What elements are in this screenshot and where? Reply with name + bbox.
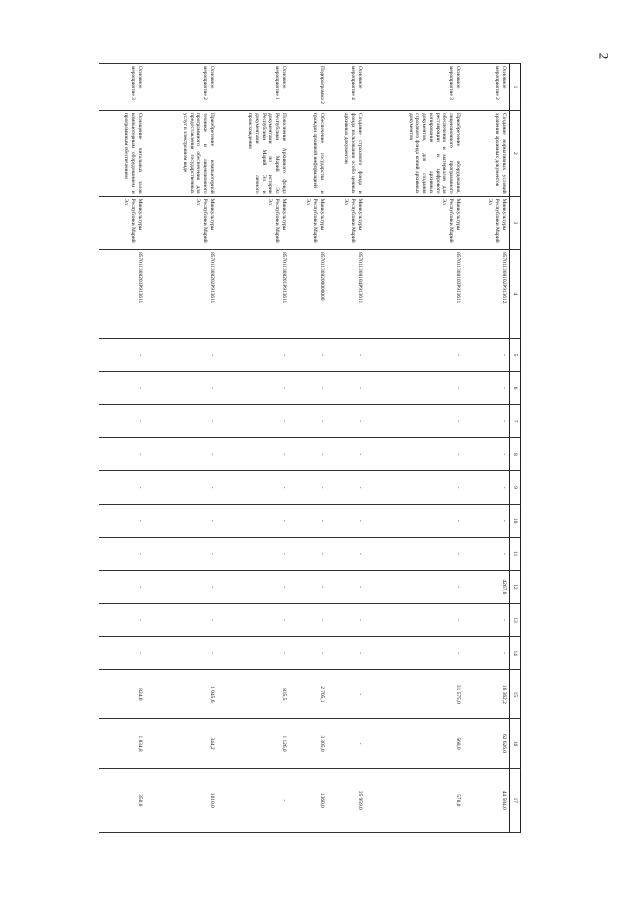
year-value-cell-14: - [217,637,289,670]
year-value-cell-11: - [365,537,463,570]
column-header: 11 [510,537,521,570]
year-value-cell-12: - [365,570,463,603]
year-value-cell-8: - [365,438,463,471]
year-value-cell-13: - [327,603,365,636]
year-value-cell-15: 16 362,2 [463,670,510,719]
column-header: 10 [510,504,521,537]
year-value-cell-15: 31 575,0 [365,670,463,719]
year-value-cell-7: - [289,405,327,438]
year-value-cell-16: 62 626,0 [463,719,510,768]
year-value-cell-10: - [327,504,365,537]
year-value-cell-5: - [145,338,217,371]
rotated-page-content [112,63,521,833]
year-value-cell-5: - [463,338,510,371]
year-value-cell-10: - [463,504,510,537]
year-value-cell-9: - [463,471,510,504]
year-value-cell-9: - [99,471,145,504]
budget-code-cell: 857011308202Р913611 [145,250,217,339]
year-value-cell-8: - [289,438,327,471]
year-value-cell-12: - [289,570,327,603]
year-value-cell-6: - [289,371,327,404]
column-header: 3 [510,196,521,249]
table-row [327,64,365,833]
year-value-cell-16: 1 834,8 [99,719,145,768]
year-value-cell-12: - [217,570,289,603]
year-value-cell-13: - [145,603,217,636]
year-value-cell-14: - [365,637,463,670]
column-header: 17 [510,768,521,832]
year-value-cell-17: - [217,768,289,832]
name-cell: Приобретение компьютерной техники и лицензионного программного обеспечения для предоставления государственных услуг в электронном виде [145,111,217,197]
year-value-cell-15: 2 705,1 [289,670,327,719]
year-value-cell-13: - [289,603,327,636]
column-header: 13 [510,603,521,636]
executor-cell: Минкультуры Республики Марий Эл [365,196,463,249]
year-value-cell-13: - [365,603,463,636]
year-value-cell-11: - [327,537,365,570]
year-value-cell-13: - [217,603,289,636]
program-element-cell: Основное мероприятие 3 [365,64,463,111]
year-value-cell-9: - [217,471,289,504]
year-value-cell-16: 568,0 [365,719,463,768]
header-row [510,64,521,833]
name-cell: Обеспечение государства и граждан архивной информацией [289,111,327,197]
year-value-cell-8: - [145,438,217,471]
name-cell: Создание страхового фонда и фонда пользования особо ценных архивных документов [327,111,365,197]
column-header: 7 [510,405,521,438]
year-value-cell-16: 344,2 [145,719,217,768]
year-value-cell-9: - [365,471,463,504]
year-value-cell-8: - [217,438,289,471]
year-value-cell-16: 3 305,0 [289,719,327,768]
year-value-cell-10: - [217,504,289,537]
column-header: 4 [510,250,521,339]
year-value-cell-8: - [463,438,510,471]
year-value-cell-14: - [99,637,145,670]
budget-code-cell: 857011308200000000 [289,250,327,339]
budget-code-cell: 857011308103Р913611 [365,250,463,339]
name-cell: Пополнение Архивного фонда Республики Марий Эл документами по истории Республики Марий Эл и документами личного происхождения [217,111,289,197]
table-row [145,64,217,833]
program-element-cell: Основное мероприятие 4 [327,64,365,111]
program-element-cell: Основное мероприятие 1 [217,64,289,111]
program-element-cell: Основное мероприятие 2 [463,64,510,111]
table-row [99,64,145,833]
year-value-cell-17: 350,0 [99,768,145,832]
year-value-cell-10: - [99,504,145,537]
executor-cell: Минкультуры Республики Марий Эл [145,196,217,249]
year-value-cell-13: - [99,603,145,636]
budget-code-cell: 857011308201Р913611 [217,250,289,339]
year-value-cell-17: 35 959,0 [327,768,365,832]
table-body [99,64,510,833]
year-value-cell-11: - [145,537,217,570]
column-header: 15 [510,670,521,719]
year-value-cell-13: - [463,603,510,636]
year-value-cell-7: - [327,405,365,438]
year-value-cell-6: - [99,371,145,404]
executor-cell: Минкультуры Республики Марий Эл [289,196,327,249]
executor-cell: Минкультуры Республики Марий Эл [463,196,510,249]
column-header: 5 [510,338,521,371]
year-value-cell-7: - [463,405,510,438]
column-header: 14 [510,637,521,670]
year-value-cell-5: - [327,338,365,371]
year-value-cell-7: - [145,405,217,438]
year-value-cell-17: 578,0 [365,768,463,832]
program-element-cell: Основное мероприятие 2 [145,64,217,111]
budget-code-cell: 857011308104Р913611 [327,250,365,339]
year-value-cell-6: - [217,371,289,404]
year-value-cell-6: - [145,371,217,404]
year-value-cell-15: 835,5 [217,670,289,719]
year-value-cell-5: - [365,338,463,371]
year-value-cell-9: - [289,471,327,504]
budget-code-cell: 857011308203Р913611 [99,250,145,339]
budget-code-cell: 857011308102Р913612 [463,250,510,339]
year-value-cell-6: - [463,371,510,404]
page-number: 2 [596,52,612,60]
year-value-cell-8: - [99,438,145,471]
column-header: 2 [510,111,521,197]
table-row [463,64,510,833]
name-cell: Создание нормативных условий хранения архивных документов [463,111,510,197]
column-header: 8 [510,438,521,471]
year-value-cell-15: 1 045,6 [145,670,217,719]
year-value-cell-5: - [289,338,327,371]
year-value-cell-12: 4267,6 [463,570,510,603]
year-value-cell-7: - [99,405,145,438]
name-cell: Оснащение читальных залов компьютерным оборудованием и программным обеспечением [99,111,145,197]
year-value-cell-16: - [327,719,365,768]
year-value-cell-12: - [145,570,217,603]
year-value-cell-11: - [217,537,289,570]
column-header: 12 [510,570,521,603]
year-value-cell-15: 824,0 [99,670,145,719]
year-value-cell-6: - [365,371,463,404]
executor-cell: Минкультуры Республики Марий Эл [99,196,145,249]
year-value-cell-14: - [463,637,510,670]
year-value-cell-11: - [463,537,510,570]
year-value-cell-11: - [289,537,327,570]
column-header: 6 [510,371,521,404]
executor-cell: Минкультуры Республики Марий Эл [327,196,365,249]
year-value-cell-15: - [327,670,365,719]
column-header: 16 [510,719,521,768]
column-header: 1 [510,64,521,111]
year-value-cell-11: - [99,537,145,570]
year-value-cell-17: 44 584,0 [463,768,510,832]
program-element-cell: Основное мероприятие 3 [99,64,145,111]
table-row [289,64,327,833]
year-value-cell-9: - [145,471,217,504]
year-value-cell-12: - [327,570,365,603]
program-element-cell: Подпрограмма 2 [289,64,327,111]
table-row [365,64,463,833]
year-value-cell-17: 1360,0 [289,768,327,832]
year-value-cell-5: - [99,338,145,371]
year-value-cell-14: - [327,637,365,670]
year-value-cell-7: - [217,405,289,438]
year-value-cell-6: - [327,371,365,404]
table-row [217,64,289,833]
year-value-cell-12: - [99,570,145,603]
year-value-cell-10: - [365,504,463,537]
year-value-cell-7: - [365,405,463,438]
year-value-cell-8: - [327,438,365,471]
executor-cell: Минкультуры Республики Марий Эл [217,196,289,249]
year-value-cell-10: - [289,504,327,537]
year-value-cell-14: - [145,637,217,670]
year-value-cell-10: - [145,504,217,537]
column-header: 9 [510,471,521,504]
name-cell: Приобретение оборудования, лицензионного программного обеспечения и материалов для реставрации и цифрового копирования архивных документов, для создания страхового фонда копий архивных документов [365,111,463,197]
year-value-cell-16: 1 126,0 [217,719,289,768]
year-value-cell-5: - [217,338,289,371]
year-value-cell-17: 1010,0 [145,768,217,832]
year-value-cell-9: - [327,471,365,504]
budget-table [99,63,521,833]
year-value-cell-14: - [289,637,327,670]
